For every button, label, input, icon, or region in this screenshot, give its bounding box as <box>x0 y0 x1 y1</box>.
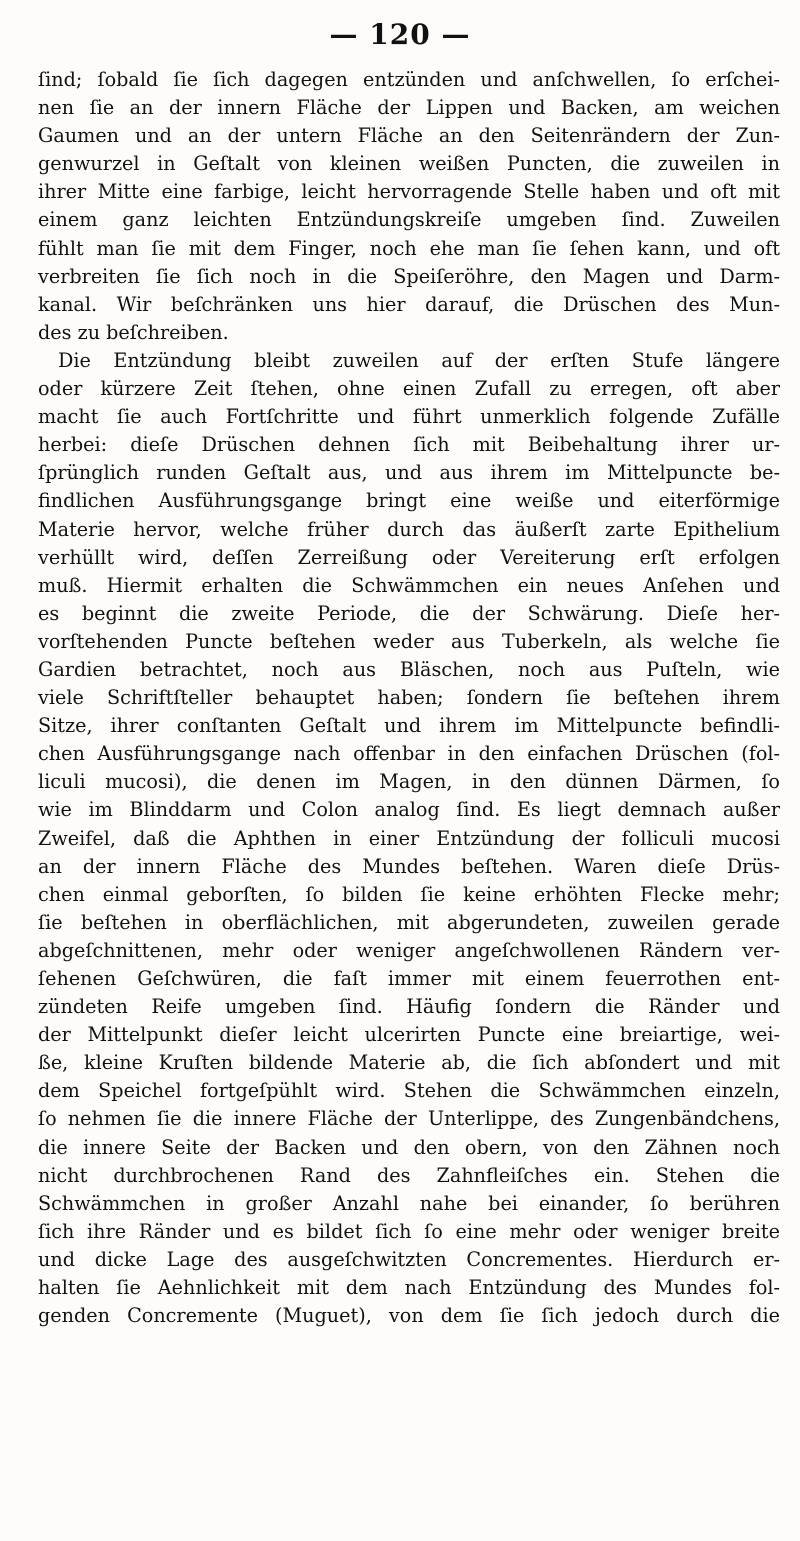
text-line: einem ganz leichten Entzündungskreiſe umgeben ſind. Zuweilen <box>38 208 780 232</box>
text-line: muß. Hiermit erhalten die Schwämmchen ein neues Anſehen und <box>38 573 780 597</box>
body-text <box>38 66 780 1330</box>
text-line: und dicke Lage des ausgeſchwitzten Concrementes. Hierdurch er- <box>38 1247 780 1271</box>
text-line: der Mittelpunkt dieſer leicht ulcerirten Puncte eine breiartige, wei- <box>38 1023 780 1047</box>
text-line: Schwämmchen in großer Anzahl nahe bei einander, ſo berühren <box>38 1191 780 1215</box>
text-line: ſehenen Geſchwüren, die faſt immer mit einem feuerrothen ent- <box>38 967 780 990</box>
text-line: Zweifel, daß die Aphthen in einer Entzündung der folliculi mucosi <box>38 826 780 850</box>
text-line: Sitze, ihrer conſtanten Geſtalt und ihrem im Mittelpuncte befindli- <box>38 714 780 738</box>
text-line: die innere Seite der Backen und den obern, von den Zähnen noch <box>38 1135 780 1159</box>
text-line: nen ſie an der innern Fläche der Lippen und Backen, am weichen <box>38 96 780 120</box>
text-line: Die Entzündung bleibt zuweilen auf der erſten Stufe längere <box>58 348 780 372</box>
text-line: an der innern Fläche des Mundes beſtehen. Waren dieſe Drüs- <box>38 854 780 878</box>
text-line: abgeſchnittenen, mehr oder weniger angeſchwollenen Rändern ver- <box>38 938 780 962</box>
text-line: Gaumen und an der untern Fläche an den Seitenrändern der Zun- <box>38 124 780 148</box>
text-line: ſich ihre Ränder und es bildet ſich ſo eine mehr oder weniger breite <box>38 1219 780 1243</box>
page-number: — 120 — <box>329 18 471 51</box>
text-line: Materie hervor, welche früher durch das äußerſt zarte Epithelium <box>38 517 780 541</box>
text-line: Gardien betrachtet, noch aus Bläschen, noch aus Puſteln, wie <box>38 657 780 681</box>
text-line: verhüllt wird, deſſen Zerreißung oder Vereiterung erſt erfolgen <box>38 545 780 569</box>
text-line: macht ſie auch Fortſchritte und führt unmerklich folgende Zufälle <box>38 405 780 429</box>
text-line: ſo nehmen ſie die innere Fläche der Unterlippe, des Zungenbändchens, <box>38 1107 780 1131</box>
text-line: oder kürzere Zeit ſtehen, ohne einen Zufall zu erregen, oft aber <box>38 377 780 401</box>
text-line: chen einmal geborſten, ſo bilden ſie keine erhöhten Flecke mehr; <box>38 882 780 906</box>
text-line: des zu beſchreiben. <box>38 320 229 344</box>
text-line: ße, kleine Kruſten bildende Materie ab, die ſich abſondert und mit <box>38 1051 780 1075</box>
text-line: zündeten Reife umgeben ſind. Häufig ſondern die Ränder und <box>38 995 780 1019</box>
text-line: kanal. Wir beſchränken uns hier darauf, die Drüschen des Mun- <box>38 292 780 316</box>
text-line: es beginnt die zweite Periode, die der Schwärung. Dieſe her- <box>38 601 780 625</box>
text-line: fühlt man ſie mit dem Finger, noch ehe man ſie ſehen kann, und oft <box>38 236 780 260</box>
text-line: genden Concremente (Muguet), von dem ſie ſich jedoch durch die <box>38 1304 780 1328</box>
text-line: liculi mucosi), die denen im Magen, in den dünnen Därmen, ſo <box>38 770 780 794</box>
text-line: viele Schriftſteller behauptet haben; ſondern ſie beſtehen ihrem <box>38 686 780 710</box>
text-line: ſie beſtehen in oberflächlichen, mit abgerundeten, zuweilen gerade <box>38 910 780 934</box>
text-line: genwurzel in Geſtalt von kleinen weißen Puncten, die zuweilen in <box>38 152 780 176</box>
text-line: herbei: dieſe Drüschen dehnen ſich mit Beibehaltung ihrer ur- <box>38 433 780 457</box>
text-line: nicht durchbrochenen Rand des Zahnfleiſches ein. Stehen die <box>38 1163 780 1187</box>
text-line: verbreiten ſie ſich noch in die Speiſeröhre, den Magen und Darm- <box>38 264 780 288</box>
text-line: halten ſie Aehnlichkeit mit dem nach Entzündung des Mundes fol- <box>38 1276 780 1300</box>
text-line: wie im Blinddarm und Colon analog ſind. Es liegt demnach außer <box>38 798 780 822</box>
text-line: ſind; ſobald ſie ſich dagegen entzünden und anſchwellen, ſo erſchei- <box>38 68 780 91</box>
text-line: dem Speichel fortgeſpühlt wird. Stehen die Schwämmchen einzeln, <box>38 1079 780 1103</box>
text-line: ſprünglich runden Geſtalt aus, und aus ihrem im Mittelpuncte be- <box>38 461 780 485</box>
text-line: chen Ausführungsgange nach offenbar in den einfachen Drüschen (fol- <box>38 742 780 766</box>
text-line: vorſtehenden Puncte beſtehen weder aus Tuberkeln, als welche ſie <box>38 629 780 653</box>
text-line: ihrer Mitte eine farbige, leicht hervorragende Stelle haben und oft mit <box>38 180 780 204</box>
text-line: findlichen Ausführungsgange bringt eine weiße und eiterförmige <box>38 489 780 513</box>
